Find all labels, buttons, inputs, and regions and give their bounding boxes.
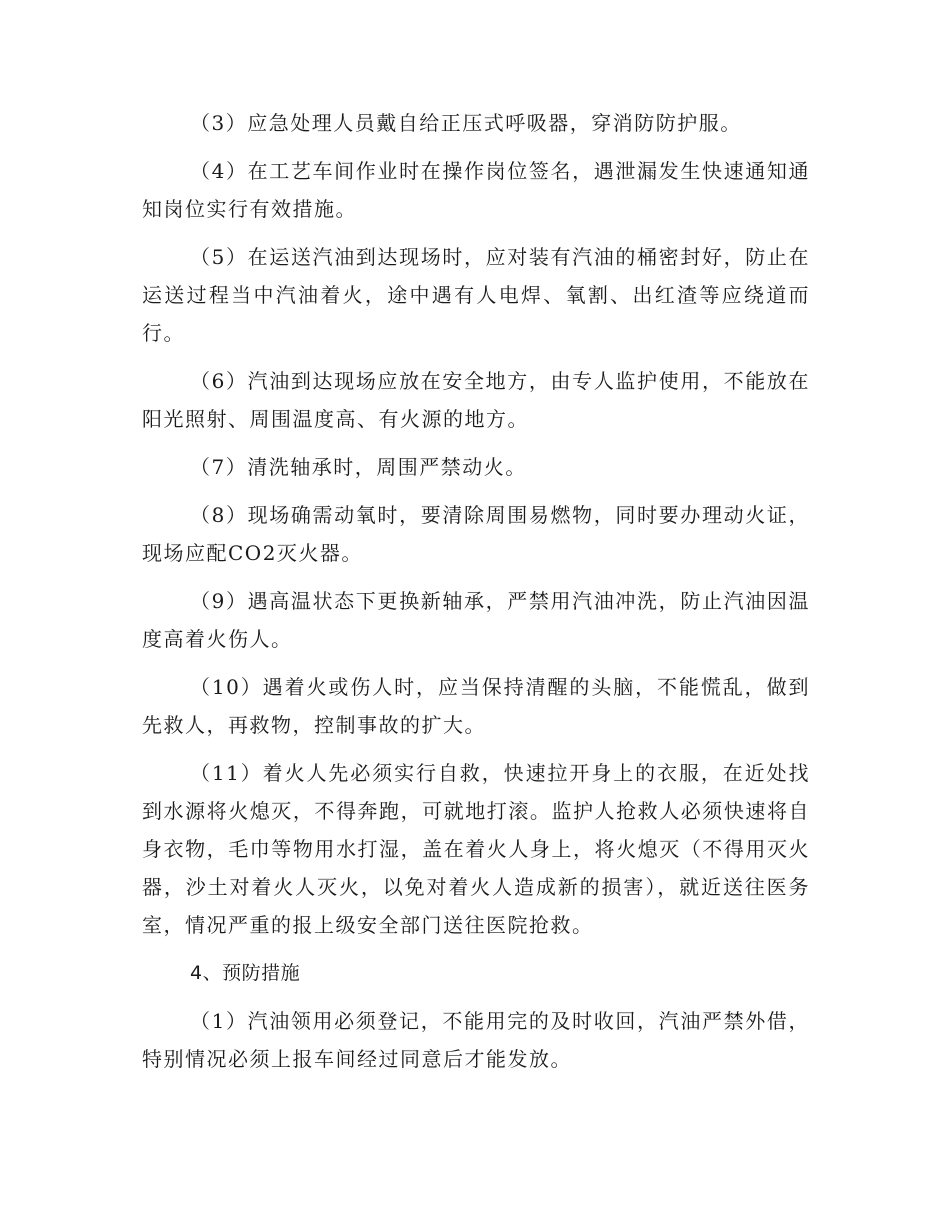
paragraph-9: （9）遇高温状态下更换新轴承，严禁用汽油冲洗，防止汽油因温度高着火伤人。 — [142, 589, 810, 651]
paragraph-4: （4）在工艺车间作业时在操作岗位签名，遇泄漏发生快速通知通知岗位实行有效措施。 — [142, 159, 810, 221]
prevention-paragraph-1: （1）汽油领用必须登记，不能用完的及时收回，汽油严禁外借，特别情况必须上报车间经过同意后才能发放。 — [142, 1009, 810, 1071]
paragraph-8: （8）现场确需动氧时，要清除周围易燃物，同时要办理动火证，现场应配CO2灭火器。 — [142, 503, 810, 565]
section-heading: 4、预防措施 — [190, 962, 301, 984]
paragraph-7: （7）清洗轴承时，周围严禁动火。 — [190, 455, 527, 479]
paragraph-10: （10）遇着火或伤人时，应当保持清醒的头脑，不能慌乱，做到先救人，再救物，控制事故的扩大。 — [142, 675, 810, 737]
paragraph-6: （6）汽油到达现场应放在安全地方，由专人监护使用，不能放在阳光照射、周围温度高、有火源的地方。 — [142, 369, 810, 431]
paragraph-11: （11）着火人先必须实行自救，快速拉开身上的衣服，在近处找到水源将火熄灭，不得奔跑，可就地打滚。监护人抢救人必须快速将自身衣物，毛巾等物用水打湿，盖在着火人身上，将火熄灭（不得用灭火器，沙土对着火人灭火，以免对着火人造成新的损害），就近送往医务室，情况严重的报上级安全部门送往医院抢救。 — [142, 761, 810, 937]
paragraph-5: （5）在运送汽油到达现场时，应对装有汽油的桶密封好，防止在运送过程当中汽油着火，途中遇有人电焊、氧割、出红渣等应绕道而行。 — [142, 245, 810, 345]
paragraph-3: （3）应急处理人员戴自给正压式呼吸器，穿消防防护服。 — [190, 111, 742, 135]
